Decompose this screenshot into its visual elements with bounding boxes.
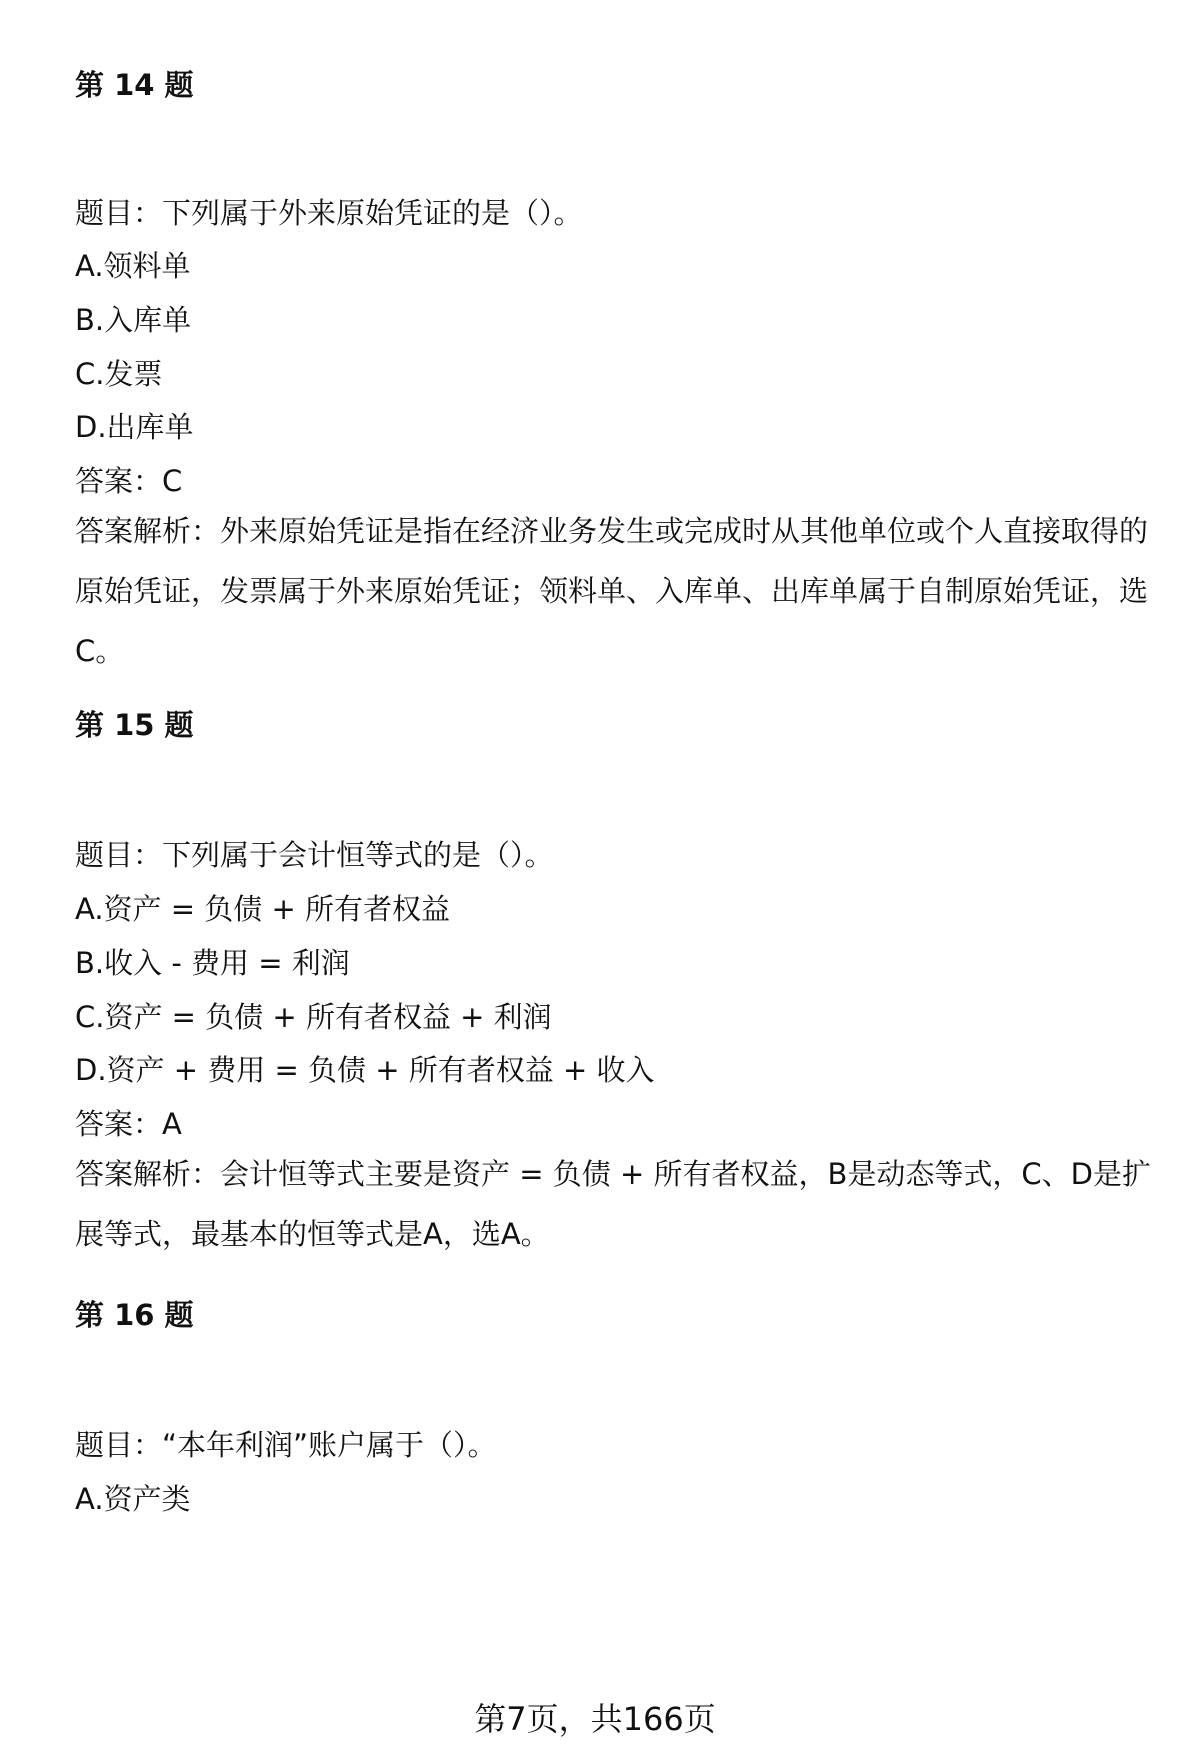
page-number: 第7页，共166页 [474,1700,716,1738]
question-16-option-a: A.资产类 [75,1482,191,1516]
question-16-stem: 题目：“本年利润”账户属于（）。 [75,1428,497,1462]
question-15-option-a: A.资产 = 负债 + 所有者权益 [75,892,451,926]
question-15-option-b: B.收入 - 费用 = 利润 [75,946,350,980]
question-14-option-c: C.发票 [75,357,163,391]
question-14-option-d: D.出库单 [75,410,194,444]
question-15-heading: 第 15 题 [75,708,194,742]
question-15-answer: 答案：A [75,1107,182,1141]
question-14-heading: 第 14 题 [75,68,194,102]
question-14-option-a: A.领料单 [75,249,191,283]
question-15-option-c: C.资产 = 负债 + 所有者权益 + 利润 [75,1000,552,1034]
question-14-answer: 答案：C [75,464,183,498]
question-15-stem: 题目：下列属于会计恒等式的是（）。 [75,838,554,872]
question-16-heading: 第 16 题 [75,1298,194,1332]
question-15-option-d: D.资产 + 费用 = 负债 + 所有者权益 + 收入 [75,1053,655,1087]
question-14-option-b: B.入库单 [75,303,192,337]
question-14-stem: 题目：下列属于外来原始凭证的是（）。 [75,196,583,230]
question-14-analysis: 答案解析：外来原始凭证是指在经济业务发生或完成时从其他单位或个人直接取得的原始凭证，发票属于外来原始凭证；领料单、入库单、出库单属于自制原始凭证，选C。 [75,514,1149,668]
question-15-analysis: 答案解析：会计恒等式主要是资产 = 负债 + 所有者权益，B是动态等式，C、D是扩展等式，最基本的恒等式是A，选A。 [75,1157,1151,1251]
